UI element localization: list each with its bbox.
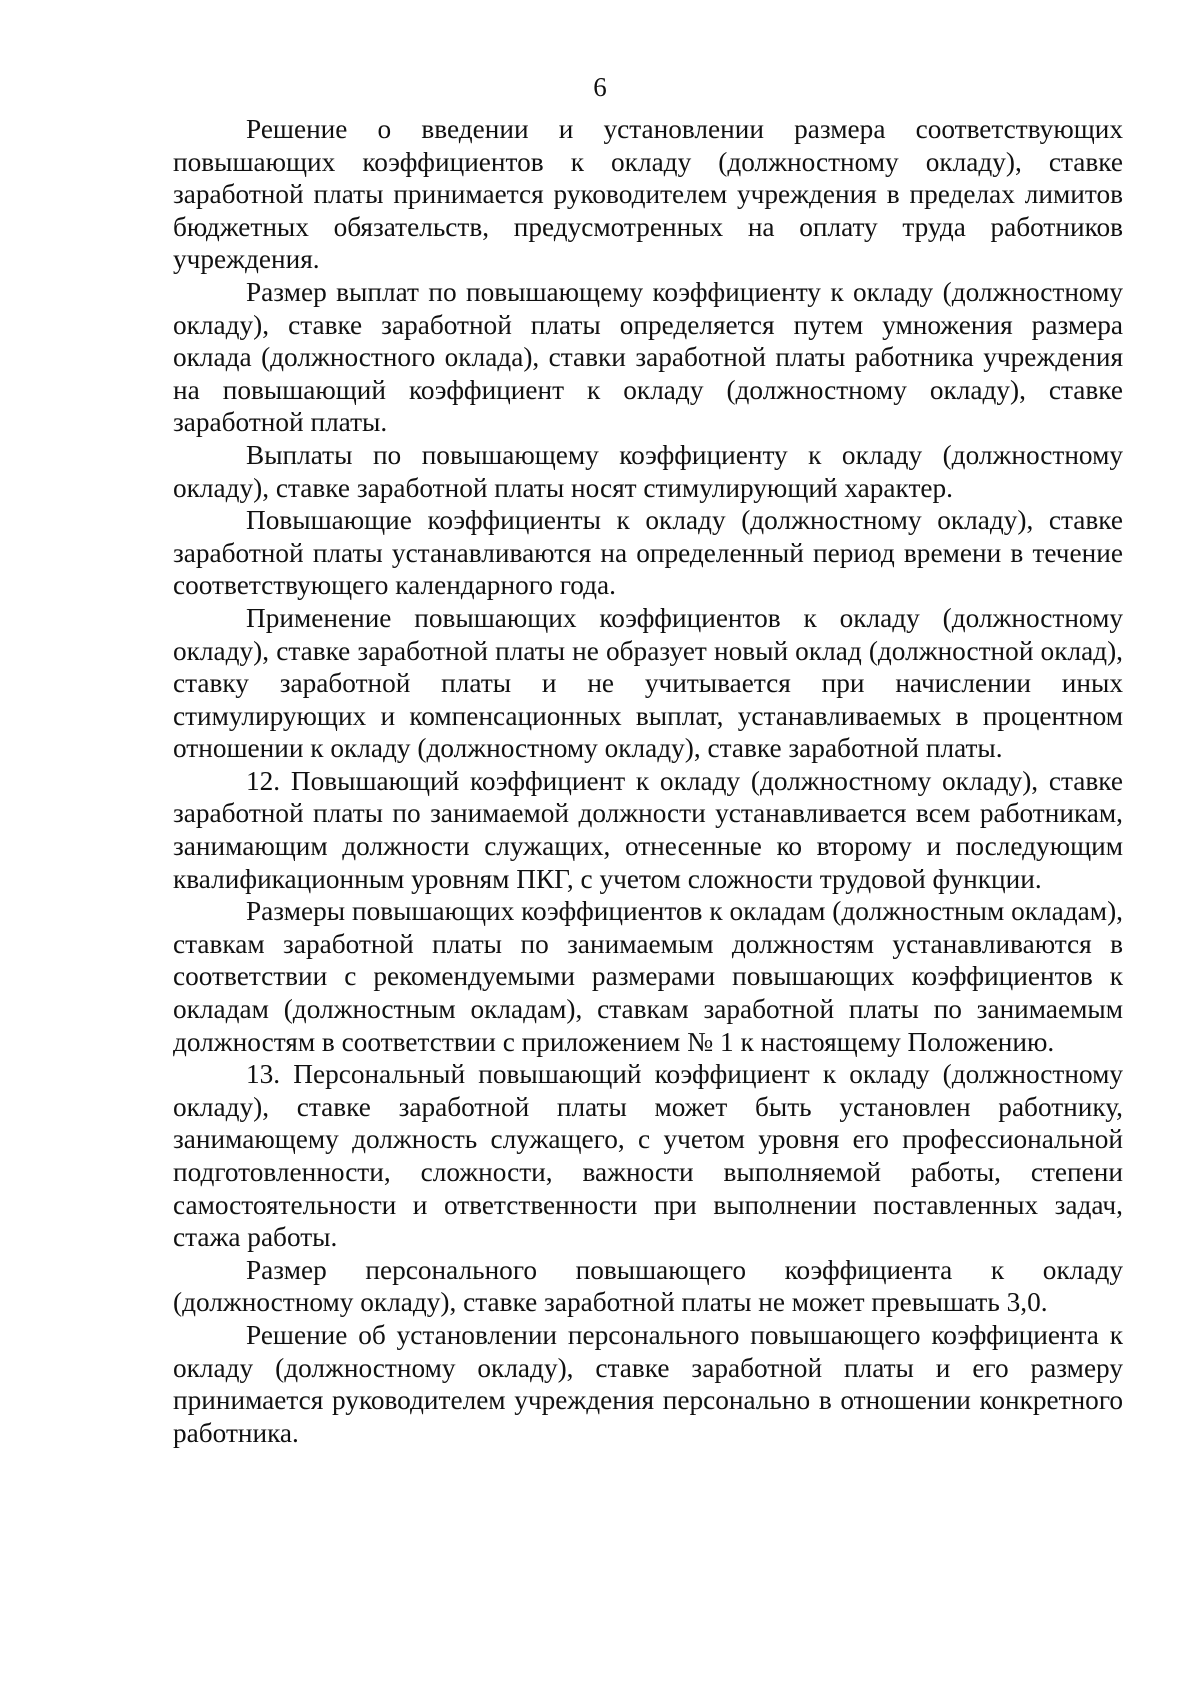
paragraph-stimulating-character: Выплаты по повышающему коэффициенту к окладу (должностному окладу), ставке заработной платы носят стимулирующий характер. [173, 439, 1123, 503]
paragraph-personal-limit: Размер персонального повышающего коэффициента к окладу (должностному окладу), ставке заработной платы не может превышать 3,0. [173, 1254, 1123, 1318]
paragraph-item-13: 13. Персональный повышающий коэффициент к окладу (должностному окладу), ставке заработной платы может быть установлен работнику, занимающему должность служащего, с учетом уровня его профессиональной подготовленности, сложности, важности выполняемой работы, степени самостоятельности и ответственности при выполнении поставленных задач, стажа работы. [173, 1059, 1123, 1253]
page-number: 6 [593, 72, 607, 102]
paragraph-personal-decision: Решение об установлении персонального повышающего коэффициента к окладу (должностному окладу), ставке заработной платы и его размеру принимается руководителем учреждения персонально в отношении конкретного работника. [173, 1319, 1123, 1448]
paragraph-coefficient-sizes: Размеры повышающих коэффициентов к окладам (должностным окладам), ставкам заработной платы по занимаемым должностям устанавливаются в соответствии с рекомендуемыми размерами повышающих коэффициентов к окладам (должностным окладам), ставкам заработной платы по занимаемым должностям в соответствии с приложением № 1 к настоящему Положению. [173, 896, 1123, 1057]
paragraph-application: Применение повышающих коэффициентов к окладу (должностному окладу), ставке заработной платы не образует новый оклад (должностной оклад), ставку заработной платы и не учитывается при начислении иных стимулирующих и компенсационных выплат, устанавливаемых в процентном отношении к окладу (должностному окладу), ставке заработной платы. [173, 602, 1123, 764]
paragraph-decision-introduction: Решение о введении и установлении размера соответствующих повышающих коэффициентов к окладу (должностному окладу), ставке заработной платы принимается руководителем учреждения в пределах лимитов бюджетных обязательств, предусмотренных на оплату труда работников учреждения. [173, 114, 1123, 275]
paragraph-period: Повышающие коэффициенты к окладу (должностному окладу), ставке заработной платы устанавливаются на определенный период времени в течение соответствующего календарного года. [173, 505, 1123, 601]
document-body [173, 113, 1123, 1449]
paragraph-item-12: 12. Повышающий коэффициент к окладу (должностному окладу), ставке заработной платы по занимаемой должности устанавливается всем работникам, занимающим должности служащих, отнесенные ко второму и последующим квалификационным уровням ПКГ, с учетом сложности трудовой функции. [173, 765, 1123, 894]
paragraph-payment-amount: Размер выплат по повышающему коэффициенту к окладу (должностному окладу), ставке заработной платы определяется путем умножения размера оклада (должностного оклада), ставки заработной платы работника учреждения на повышающий коэффициент к окладу (должностному окладу), ставке заработной платы. [173, 276, 1123, 438]
